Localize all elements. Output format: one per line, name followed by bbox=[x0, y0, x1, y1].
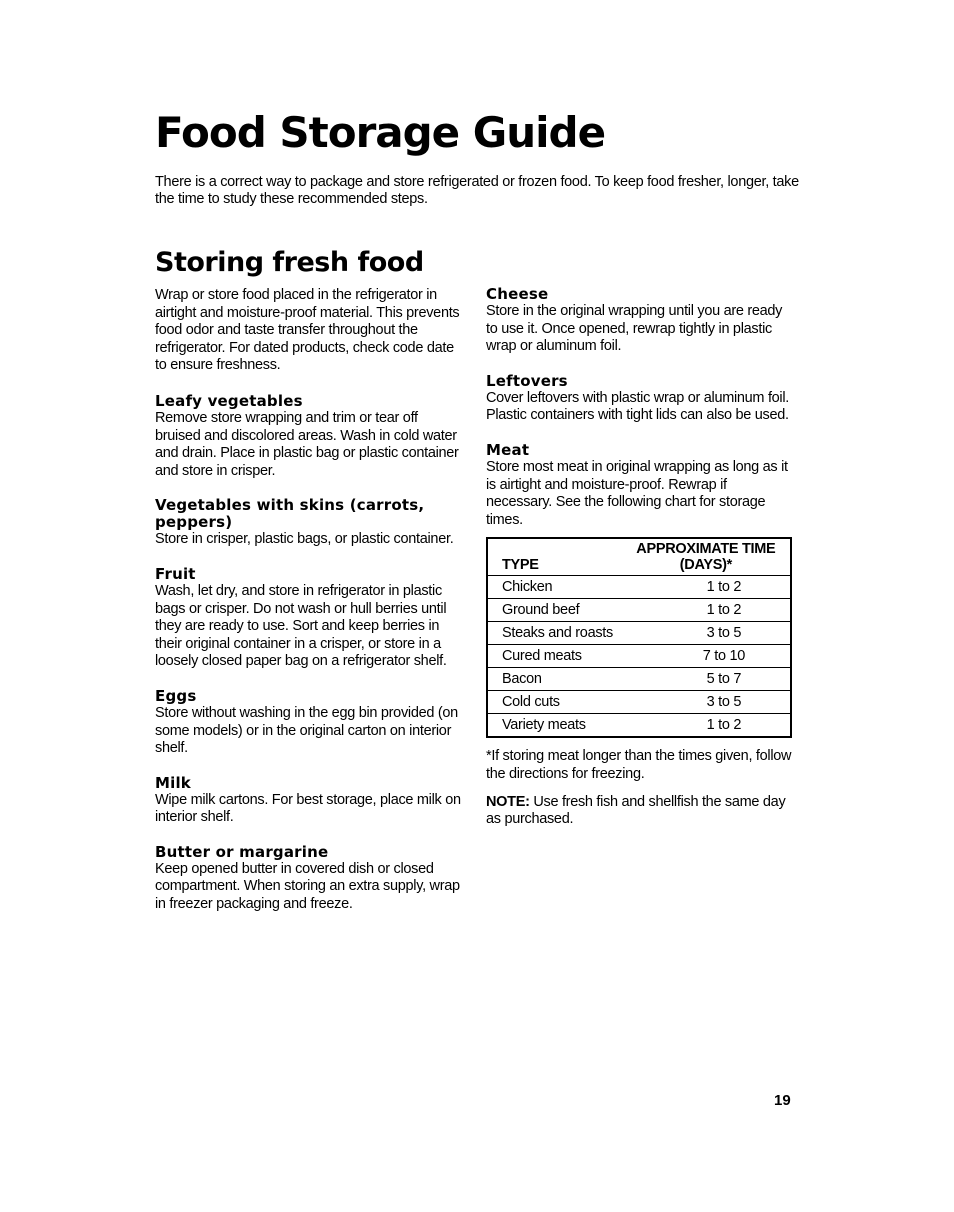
meat-days-cell: 1 to 2 bbox=[628, 576, 791, 599]
meat-days-cell: 5 to 7 bbox=[628, 668, 791, 691]
meat-type-cell: Bacon bbox=[487, 668, 628, 691]
eggs-block bbox=[155, 688, 465, 758]
right-column bbox=[486, 286, 796, 829]
page-number: 19 bbox=[774, 1092, 791, 1109]
meat-days-cell: 3 to 5 bbox=[628, 622, 791, 645]
meat-days-cell: 7 to 10 bbox=[628, 645, 791, 668]
fruit-heading: Fruit bbox=[155, 564, 196, 583]
milk-heading: Milk bbox=[155, 773, 191, 792]
meat-heading: Meat bbox=[486, 440, 530, 459]
table-row bbox=[487, 714, 791, 738]
meat-text: Store most meat in original wrapping as long as it is airtight and moisture-proof. Rewrap if necessary. See the following chart for storage times. bbox=[486, 458, 788, 528]
table-row bbox=[487, 691, 791, 714]
section-title: Storing fresh food bbox=[155, 247, 424, 278]
intro-paragraph: There is a correct way to package and store refrigerated or frozen food. To keep food fresher, longer, take the time to study these recommended steps. bbox=[155, 174, 799, 207]
vegetables-with-skins-block bbox=[155, 497, 465, 549]
butter-block bbox=[155, 844, 465, 914]
table-footnote: *If storing meat longer than the times given, follow the directions for freezing. bbox=[486, 748, 792, 782]
eggs-heading: Eggs bbox=[155, 686, 197, 705]
column-header-time-line2: (DAYS)* bbox=[679, 557, 732, 574]
column-header-time-line1: APPROXIMATE TIME bbox=[636, 541, 776, 558]
table-header-row bbox=[487, 538, 791, 576]
meat-days-cell: 1 to 2 bbox=[628, 599, 791, 622]
vegetables-with-skins-text: Store in crisper, plastic bags, or plastic container. bbox=[155, 531, 454, 548]
meat-type-cell: Cold cuts bbox=[487, 691, 628, 714]
butter-heading: Butter or margarine bbox=[155, 842, 329, 861]
fruit-text: Wash, let dry, and store in refrigerator in plastic bags or crisper. Do not wash or hull berries until they are ready to use. Sort and keep berries in their original container in a crisper, or store in a loosely closed paper bag on a refrigerator shelf. bbox=[155, 582, 447, 670]
fish-note bbox=[486, 794, 796, 829]
meat-days-cell: 1 to 2 bbox=[628, 714, 791, 738]
note-text: Use fresh fish and shellfish the same day as purchased. bbox=[486, 793, 786, 828]
leafy-vegetables-block bbox=[155, 393, 465, 480]
table-row bbox=[487, 668, 791, 691]
milk-block bbox=[155, 775, 465, 827]
cheese-heading: Cheese bbox=[486, 285, 549, 303]
cheese-text: Store in the original wrapping until you are ready to use it. Once opened, rewrap tightly in plastic wrap or aluminum foil. bbox=[486, 303, 783, 355]
meat-type-cell: Ground beef bbox=[487, 599, 628, 622]
meat-days-cell: 3 to 5 bbox=[628, 691, 791, 714]
butter-text: Keep opened butter in covered dish or closed compartment. When storing an extra supply, wrap in freezer packaging and freeze. bbox=[155, 860, 460, 913]
table-row bbox=[487, 645, 791, 668]
meat-type-cell: Cured meats bbox=[487, 645, 628, 668]
meat-storage-table bbox=[486, 537, 792, 738]
meat-type-cell: Variety meats bbox=[487, 714, 628, 738]
page-title: Food Storage Guide bbox=[155, 108, 606, 157]
milk-text: Wipe milk cartons. For best storage, place milk on interior shelf. bbox=[155, 791, 461, 826]
vegetables-with-skins-heading: Vegetables with skins (carrots, peppers) bbox=[155, 496, 425, 532]
column-header-type: TYPE bbox=[487, 538, 628, 576]
leftovers-text: Cover leftovers with plastic wrap or aluminum foil. Plastic containers with tight lids can also be used. bbox=[486, 389, 790, 424]
cheese-block bbox=[486, 286, 796, 356]
leafy-vegetables-heading: Leafy vegetables bbox=[155, 391, 303, 410]
table-row bbox=[487, 576, 791, 599]
column-header-time bbox=[628, 538, 791, 576]
leftovers-heading: Leftovers bbox=[486, 371, 568, 390]
meat-type-cell: Chicken bbox=[487, 576, 628, 599]
leftovers-block bbox=[486, 373, 796, 425]
meat-block bbox=[486, 442, 796, 529]
left-column bbox=[155, 287, 465, 931]
eggs-text: Store without washing in the egg bin provided (on some models) or in the original carton on interior shelf. bbox=[155, 704, 458, 757]
lead-paragraph: Wrap or store food placed in the refrigerator in airtight and moisture-proof material. This prevents food odor and taste transfer throughout the refrigerator. For dated products, check code date to ensure freshness. bbox=[155, 287, 460, 374]
table-row bbox=[487, 622, 791, 645]
note-label: NOTE: bbox=[486, 793, 530, 810]
fruit-block bbox=[155, 566, 465, 671]
leafy-vegetables-text: Remove store wrapping and trim or tear off bruised and discolored areas. Wash in cold water and drain. Place in plastic bag or plastic container and store in crisper. bbox=[155, 409, 459, 479]
meat-type-cell: Steaks and roasts bbox=[487, 622, 628, 645]
table-row bbox=[487, 599, 791, 622]
